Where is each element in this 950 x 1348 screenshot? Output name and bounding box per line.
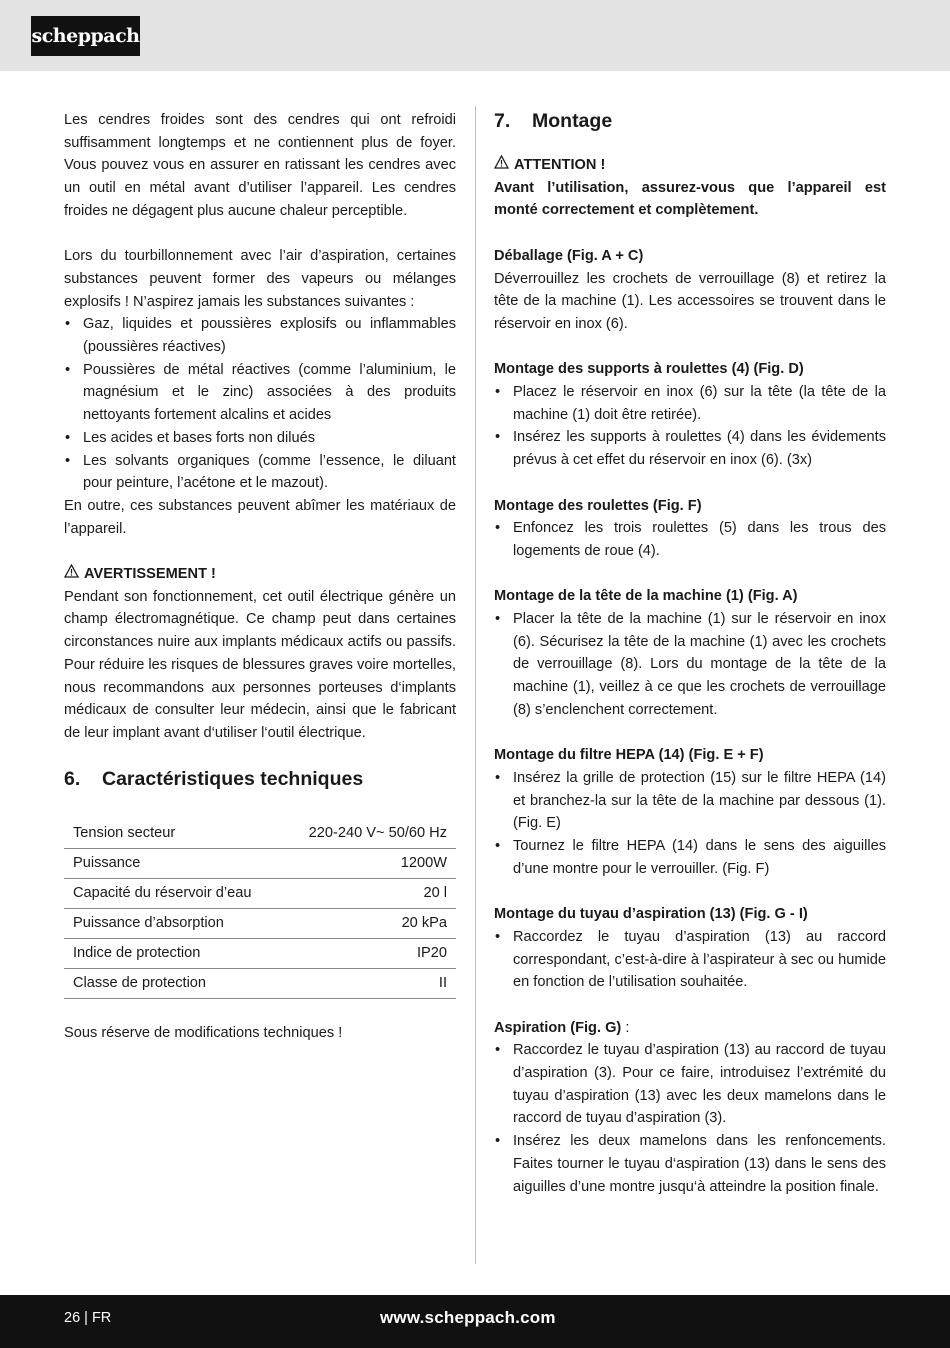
warning-heading [64, 563, 456, 586]
brand-logo [31, 16, 140, 56]
right-column [494, 109, 886, 1198]
spec-label: Puissance [64, 848, 282, 878]
subheading-aspiration [494, 1017, 886, 1040]
spec-label: Capacité du réservoir d’eau [64, 878, 282, 908]
spec-label: Tension secteur [64, 819, 282, 849]
logo-text: scheppach [31, 25, 140, 47]
list-item: • Insérez les deux mamelons dans les renfoncements. Faites tourner le tuyau d‘aspiration (13) dans le sens des aiguilles d’une montre jusqu‘à atteindre la position finale. [494, 1130, 886, 1198]
spec-value: 220-240 V~ 50/60 Hz [282, 819, 456, 849]
cold-ash-paragraph: Les cendres froides sont des cendres qui ont refroidi suffisamment longtemps et ne contiennent plus de foyer. Vous pouvez vous en assurer en ratissant les cendres avec un outil en métal avant d’utiliser l’appareil. Les cendres froides ne dégagent plus aucune chaleur perceptible. [64, 112, 456, 219]
aspiration-suffix: : [621, 1019, 630, 1036]
section-title: Montage [532, 110, 613, 132]
subheading-machine-head: Montage de la tête de la machine (1) (Fig. A) [494, 588, 798, 605]
list-item: • Insérez la grille de protection (15) sur le filtre HEPA (14) et branchez-la sur la tête de la machine par dessous (1). (Fig. E) [494, 767, 886, 835]
subheading-hepa-filter: Montage du filtre HEPA (14) (Fig. E + F) [494, 747, 764, 764]
table-row [64, 908, 456, 938]
damage-paragraph: En outre, ces substances peuvent abîmer les matériaux de l’appareil. [64, 497, 456, 537]
hepa-filter-list [494, 767, 886, 881]
unpacking-text: Déverrouillez les crochets de verrouillage (8) et retirez la tête de la machine (1). Les accessoires se trouvent dans le réservoir en inox (6). [494, 270, 886, 332]
subheading-suction-hose: Montage du tuyau d’aspiration (13) (Fig. G - I) [494, 906, 808, 923]
table-row [64, 878, 456, 908]
subheading-unpacking: Déballage (Fig. A + C) [494, 247, 644, 264]
warning-title: AVERTISSEMENT ! [84, 566, 216, 583]
spec-value: II [282, 968, 456, 998]
warning-triangle-icon [64, 563, 80, 586]
list-item: • Les solvants organiques (comme l’essence, le diluant pour peinture, l’acétone et le mazout). [64, 450, 456, 495]
list-item: • Insérez les supports à roulettes (4) dans les évidements prévus à cet effet du réservoir en inox (6). (3x) [494, 426, 886, 471]
left-column [64, 109, 456, 1044]
table-row [64, 848, 456, 878]
page-number: 26 | FR [64, 1310, 112, 1326]
spec-value: 1200W [282, 848, 456, 878]
column-divider [475, 106, 476, 1264]
suction-hose-list [494, 926, 886, 994]
specs-table [64, 819, 456, 999]
casters-list [494, 517, 886, 562]
explosive-paragraph: Lors du tourbillonnement avec l’air d’aspiration, certaines substances peuvent former des vapeurs ou mélanges explosifs ! N’aspirez jamais les substances suivantes : [64, 248, 456, 310]
attention-text: Avant l’utilisation, assurez-vous que l’appareil est monté correctement et complètement. [494, 179, 886, 219]
header-bar [0, 0, 950, 71]
section-heading-assembly [494, 109, 886, 133]
spec-label: Indice de protection [64, 938, 282, 968]
aspiration-title: Aspiration (Fig. G) [494, 1019, 622, 1036]
list-item: • Placez le réservoir en inox (6) sur la tête (la tête de la machine (1) doit être retirée). [494, 381, 886, 426]
section-heading-specs [64, 767, 456, 791]
footer-bar [0, 1295, 950, 1348]
table-row [64, 938, 456, 968]
caster-supports-list [494, 381, 886, 472]
website-link[interactable]: www.scheppach.com [380, 1308, 556, 1327]
subheading-casters: Montage des roulettes (Fig. F) [494, 497, 702, 514]
spec-label: Puissance d’absorption [64, 908, 282, 938]
spec-value: IP20 [282, 938, 456, 968]
warning-text: Pendant son fonctionnement, cet outil électrique génère un champ électromagnétique. Ce champ peut dans certaines circonstances nuire aux implants médicaux actifs ou passifs. Pour réduire les risques de blessures graves voire mortelles, nous recommandons aux personnes porteuses d‘implants médicaux de consulter leur médecin, ainsi que le fabricant de leur implant avant d‘utiliser l‘outil électrique. [64, 588, 456, 741]
table-row [64, 968, 456, 998]
list-item: • Poussières de métal réactives (comme l’aluminium, le magnésium et le zinc) associées à des produits nettoyants fortement alcalins et acides [64, 359, 456, 427]
list-item: • Placer la tête de la machine (1) sur le réservoir en inox (6). Sécurisez la tête de la machine (1) avec les crochets de verrouillage (8). Lors du montage de la tête de la machine (1), veillez à ce que les crochets de verrouillage (8) s’enclenchent correctement. [494, 608, 886, 722]
list-item: • Raccordez le tuyau d’aspiration (13) au raccord correspondant, c’est-à-dire à l’aspirateur à sec ou humide en fonction de l’utilisation souhaitée. [494, 926, 886, 994]
list-item: • Tournez le filtre HEPA (14) dans le sens des aiguilles d’une montre pour le verrouiller. (Fig. F) [494, 835, 886, 880]
list-item: • Les acides et bases forts non dilués [64, 427, 456, 450]
aspiration-list [494, 1039, 886, 1198]
list-item: • Raccordez le tuyau d’aspiration (13) au raccord de tuyau d’aspiration (3). Pour ce faire, introduisez l’extrémité du tuyau d’aspiration (13) avec les deux mamelons dans le raccord de tuyau d’aspiration (3). [494, 1039, 886, 1130]
spec-value: 20 l [282, 878, 456, 908]
machine-head-list [494, 608, 886, 722]
list-item: • Enfoncez les trois roulettes (5) dans les trous des logements de roue (4). [494, 517, 886, 562]
section-title: Caractéristiques techniques [102, 767, 364, 790]
spec-value: 20 kPa [282, 908, 456, 938]
table-row [64, 819, 456, 849]
attention-heading [494, 154, 886, 177]
section-number: 6. [64, 767, 81, 790]
section-number: 7. [494, 110, 511, 132]
forbidden-substances-list [64, 313, 456, 495]
spec-label: Classe de protection [64, 968, 282, 998]
modifications-note: Sous réserve de modifications techniques ! [64, 1024, 343, 1041]
warning-triangle-icon [494, 154, 510, 177]
list-item: • Gaz, liquides et poussières explosifs ou inflammables (poussières réactives) [64, 313, 456, 358]
subheading-caster-supports: Montage des supports à roulettes (4) (Fig. D) [494, 361, 804, 378]
attention-title: ATTENTION ! [514, 157, 606, 173]
